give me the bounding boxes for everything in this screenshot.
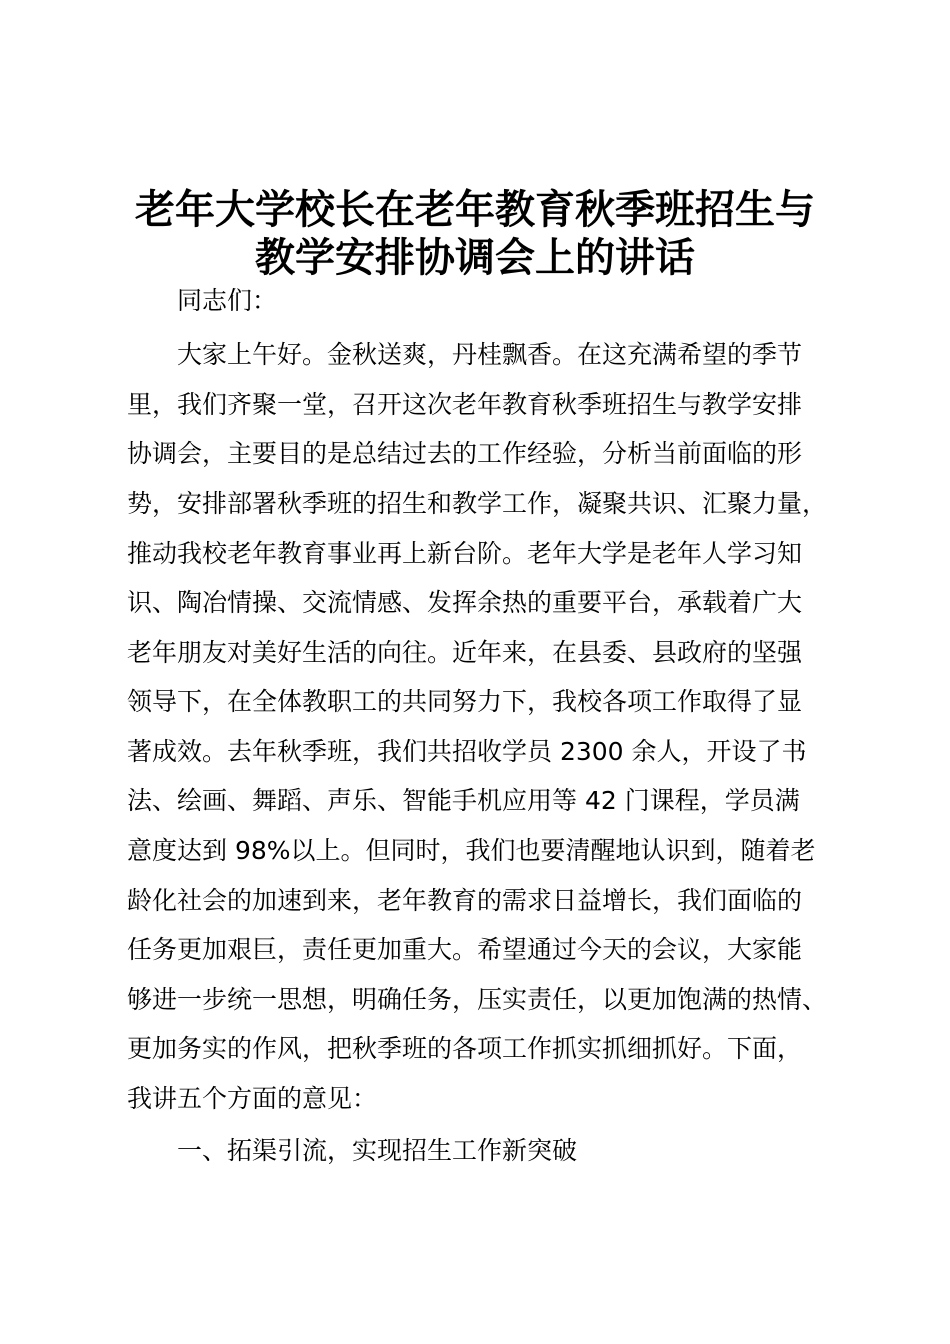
paragraph-line: 领导下，在全体教职工的共同努力下，我校各项工作取得了显 xyxy=(127,687,803,716)
document-title-line-2: 教学安排协调会上的讲话 xyxy=(255,234,695,281)
paragraph-line: 意度达到 98%以上。但同时，我们也要清醒地认识到，随着老 xyxy=(127,836,816,865)
paragraph-line: 里，我们齐聚一堂，召开这次老年教育秋季班招生与教学安排 xyxy=(127,390,803,419)
paragraph-line: 势，安排部署秋季班的招生和教学工作，凝聚共识、汇聚力量， xyxy=(127,489,828,518)
paragraph-line: 更加务实的作风，把秋季班的各项工作抓实抓细抓好。下面， xyxy=(127,1034,803,1063)
paragraph-line: 够进一步统一思想，明确任务，压实责任，以更加饱满的热情、 xyxy=(127,985,828,1014)
salutation: 同志们： xyxy=(177,286,278,315)
paragraph-line: 著成效。去年秋季班，我们共招收学员 2300 余人，开设了书 xyxy=(127,737,807,766)
paragraph-line: 大家上午好。金秋送爽，丹桂飘香。在这充满希望的季节 xyxy=(177,340,803,369)
section-heading: 一、拓渠引流，实现招生工作新突破 xyxy=(177,1136,578,1165)
paragraph-line: 老年朋友对美好生活的向往。近年来，在县委、县政府的坚强 xyxy=(127,638,803,667)
paragraph-line: 推动我校老年教育事业再上新台阶。老年大学是老年人学习知 xyxy=(127,539,803,568)
paragraph-line: 识、陶冶情操、交流情感、发挥余热的重要平台，承载着广大 xyxy=(127,588,803,617)
paragraph-line: 法、绘画、舞蹈、声乐、智能手机应用等 42 门课程，学员满 xyxy=(127,786,800,815)
paragraph-line: 我讲五个方面的意见： xyxy=(127,1084,378,1113)
paragraph-line: 协调会，主要目的是总结过去的工作经验，分析当前面临的形 xyxy=(127,439,803,468)
paragraph-line: 龄化社会的加速到来，老年教育的需求日益增长，我们面临的 xyxy=(127,886,803,915)
paragraph-line: 任务更加艰巨，责任更加重大。希望通过今天的会议，大家能 xyxy=(127,935,803,964)
document-title-line-1: 老年大学校长在老年教育秋季班招生与 xyxy=(135,186,815,233)
